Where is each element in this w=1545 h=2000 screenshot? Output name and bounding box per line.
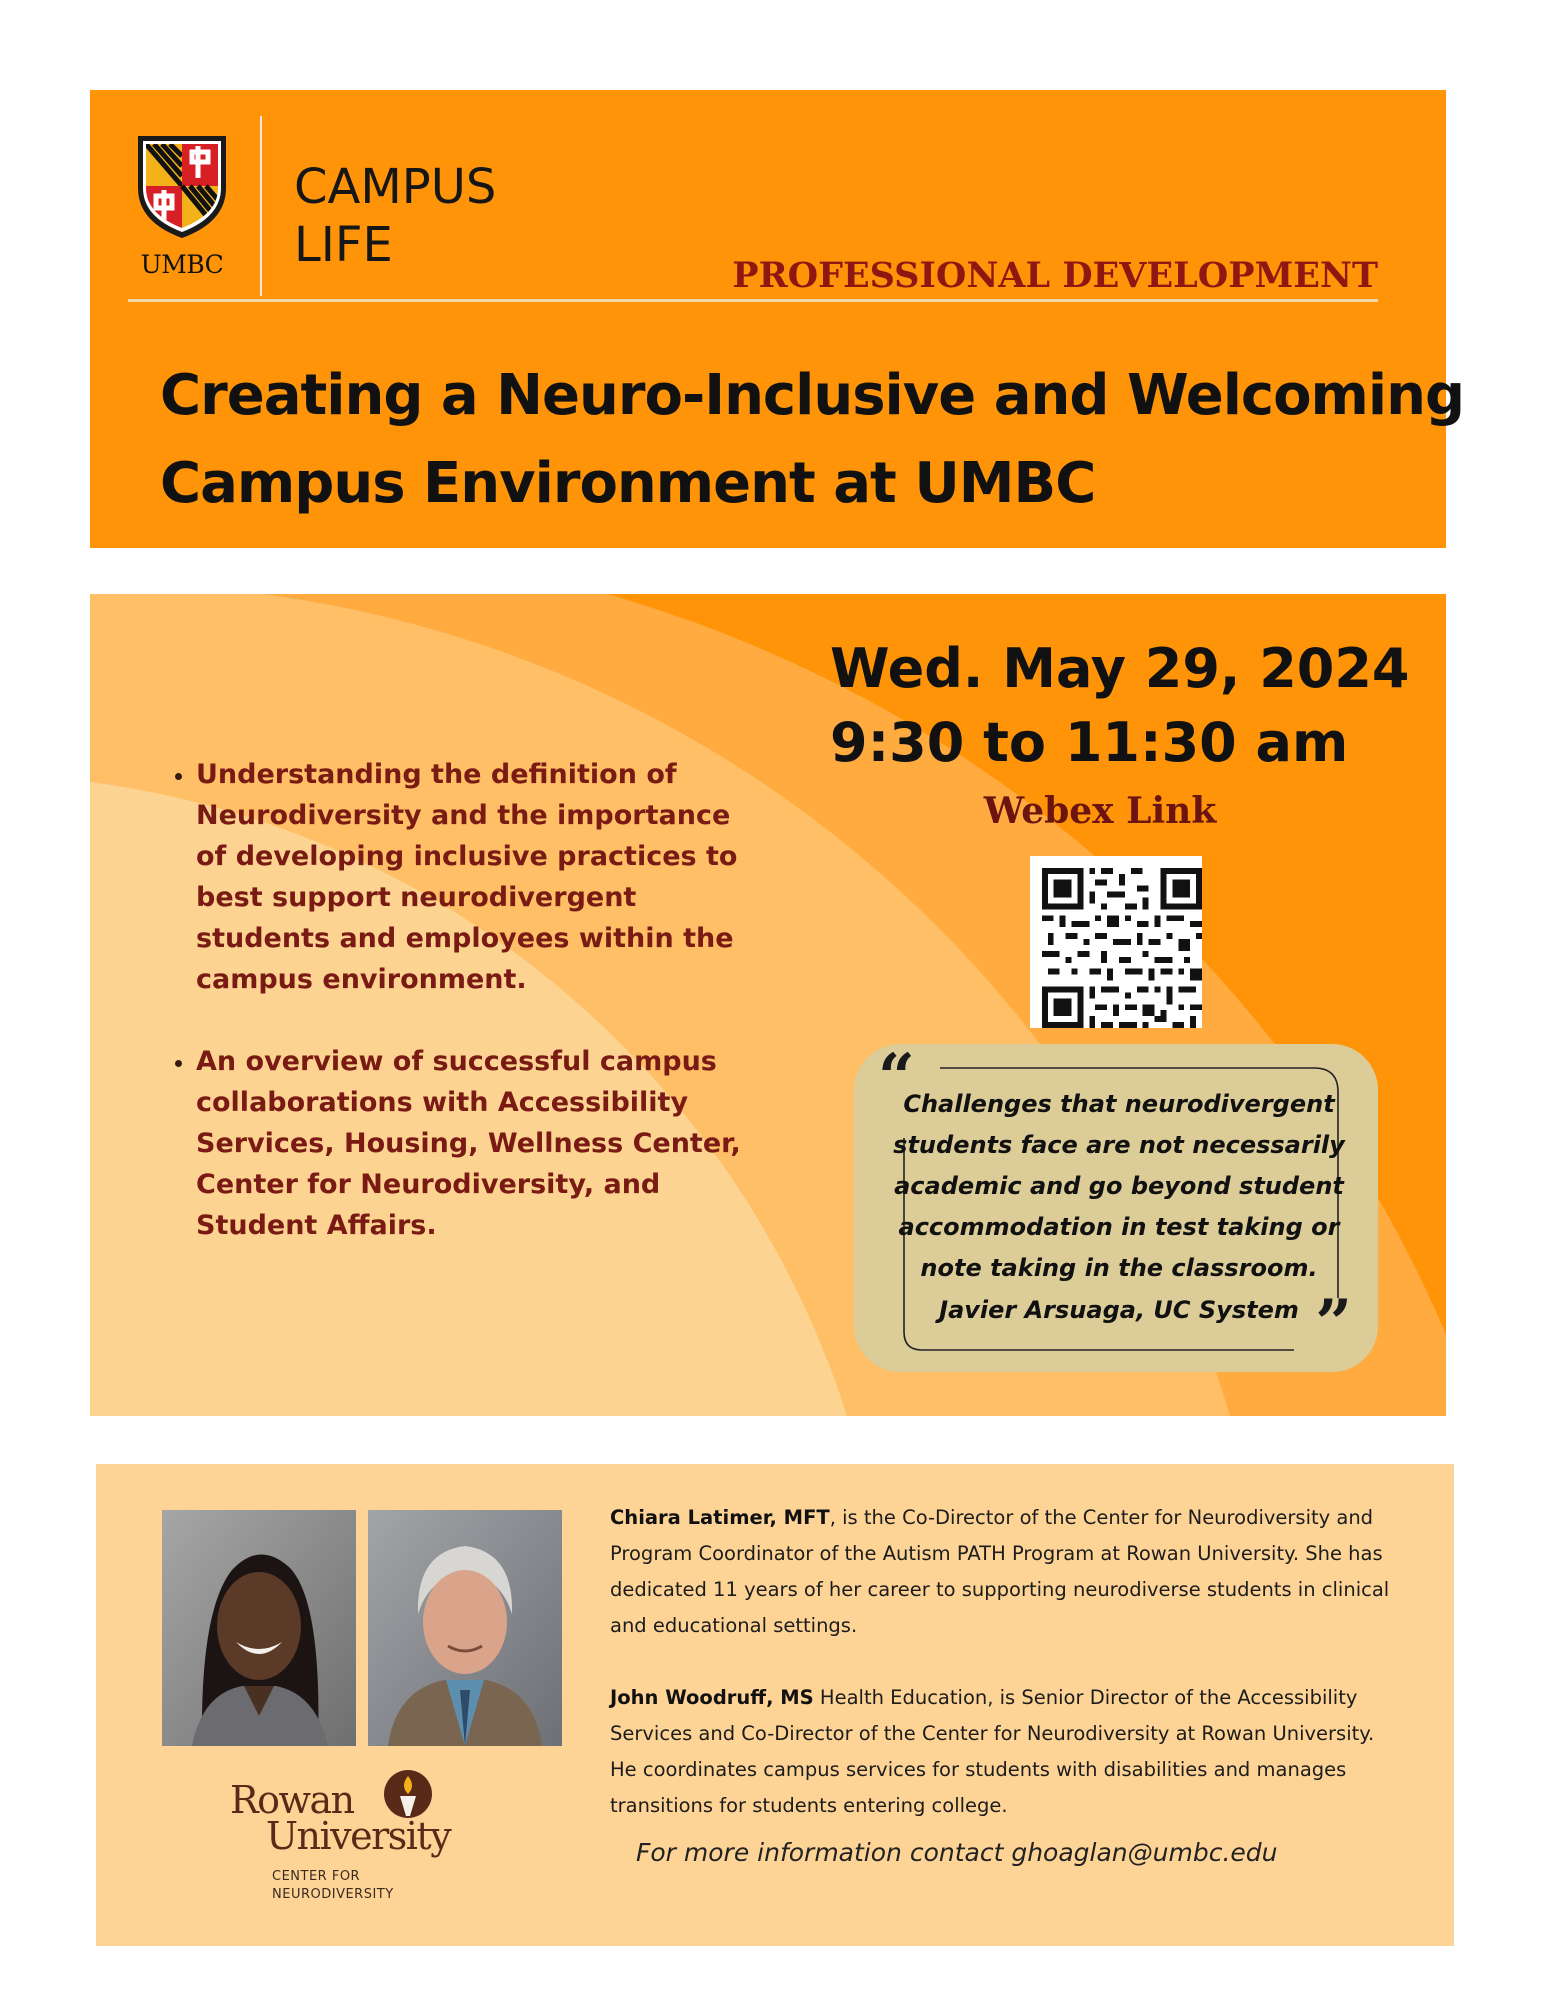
presenter-photo-woodruff	[368, 1510, 562, 1746]
event-datetime	[830, 632, 1410, 780]
event-time: 9:30 to 11:30 am	[830, 711, 1349, 774]
qr-code-image[interactable]	[1030, 856, 1202, 1028]
close-quote-mark: ”	[1315, 1286, 1352, 1361]
event-date: Wed. May 29, 2024	[830, 637, 1410, 700]
presenter-bio-latimer	[610, 1500, 1390, 1644]
campus-label: CAMPUS	[294, 159, 497, 215]
umbc-shield-logo	[132, 130, 232, 242]
category-label: PROFESSIONAL DEVELOPMENT	[732, 255, 1378, 296]
webex-link[interactable]: Webex Link	[983, 790, 1217, 832]
presenter-name-woodruff: John Woodruff, MS	[610, 1686, 814, 1709]
header-divider	[128, 299, 1378, 302]
rowan-center-label	[272, 1868, 394, 1904]
rowan-wordmark-line-2: University	[266, 1814, 451, 1858]
logo-divider	[260, 116, 262, 296]
campus-life-label	[294, 158, 496, 274]
event-title	[160, 352, 1465, 528]
presenter-bio-text-woodruff: Health Education, is Senior Director of the Accessibility Services and Co-Director of the Center for Neurodiversity at Rowan University. He coordinates campus services for students with disabilities and manages transitions for students entering college.	[610, 1686, 1375, 1817]
presenter-name-latimer: Chiara Latimer, MFT	[610, 1506, 830, 1529]
quote-author: Javier Arsuaga, UC System	[939, 1296, 1299, 1324]
presenters-panel	[96, 1464, 1454, 1946]
title-line-2: Campus Environment at UMBC	[160, 451, 1096, 516]
topic-item-1: • Understanding the definition of Neurodiversity and the importance of developing inclusive practices to best support neurodivergent students and employees within the campus environment.	[196, 754, 756, 1000]
quote-card	[854, 1040, 1378, 1372]
umbc-wordmark: UMBC	[140, 250, 224, 279]
quote-text: Challenges that neurodivergent students face are not necessarily academic and go beyond student accommodation in test taking or note taking in the classroom.	[893, 1090, 1345, 1282]
header-banner	[90, 90, 1465, 548]
presenter-photo-latimer	[162, 1510, 356, 1746]
event-details-panel	[90, 594, 1446, 1416]
open-quote-mark: “	[878, 1040, 915, 1115]
topic-item-2: • An overview of successful campus collaborations with Accessibility Services, Housing, Wellness Center, Center for Neurodiversity, and Student Affairs.	[196, 1041, 756, 1246]
rowan-wordmark-line-1: Rowan	[230, 1778, 354, 1822]
presenter-bio-woodruff	[610, 1680, 1390, 1824]
rowan-center-line-1: CENTER FOR	[272, 1869, 361, 1884]
life-label: LIFE	[294, 217, 393, 273]
contact-line: For more information contact ghoaglan@umbc.edu	[636, 1838, 1278, 1867]
rowan-center-line-2: NEURODIVERSITY	[272, 1887, 394, 1902]
presenter-bio-text-latimer: , is the Co-Director of the Center for Neurodiversity and Program Coordinator of the Autism PATH Program at Rowan University. She has dedicated 11 years of her career to supporting neurodiverse students in clinical and educational settings.	[610, 1506, 1390, 1637]
title-line-1: Creating a Neuro-Inclusive and Welcoming	[160, 363, 1465, 428]
topic-list	[162, 754, 756, 1287]
